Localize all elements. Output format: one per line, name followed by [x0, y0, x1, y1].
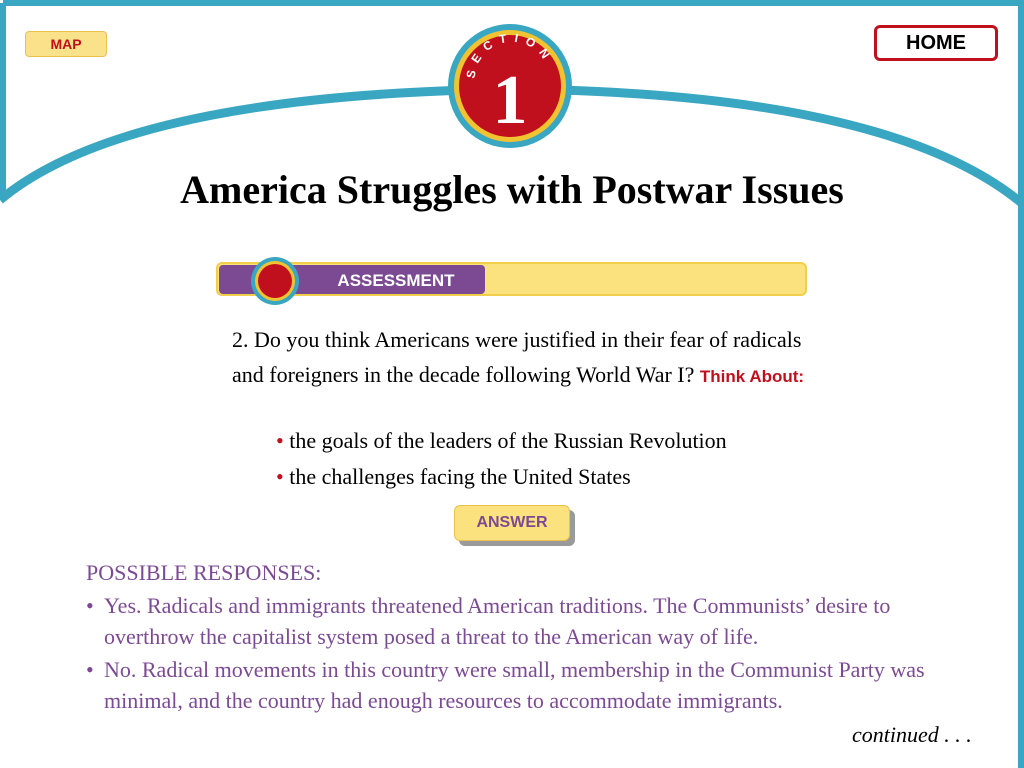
- response-item: [86, 654, 986, 716]
- think-about-label: Think About:: [699, 367, 805, 386]
- responses-heading: POSSIBLE RESPONSES:: [86, 560, 322, 585]
- home-button[interactable]: HOME: [874, 25, 998, 61]
- answer-button[interactable]: ANSWER: [454, 505, 570, 541]
- answer-button-wrap: [454, 505, 578, 547]
- bullet-icon: •: [86, 593, 94, 618]
- bullet-icon: •: [276, 428, 284, 453]
- response-item-text: Yes. Radicals and immigrants threatened American traditions. The Communists’ desire to overthrow the capitalist system posed a threat to the American way of life.: [104, 593, 891, 649]
- continued-link[interactable]: continued . . .: [852, 722, 972, 747]
- map-button[interactable]: MAP: [25, 31, 107, 57]
- section-word-text: SECTION: [463, 30, 557, 80]
- response-item-text: No. Radical movements in this country were small, membership in the Communist Party was minimal, and the country had enough resources to accommodate immigrants.: [104, 657, 925, 713]
- assessment-label: ASSESSMENT: [337, 271, 455, 290]
- section-badge: [445, 21, 575, 151]
- bullet-icon: •: [276, 464, 284, 489]
- section-number: 1: [492, 62, 528, 139]
- think-about-list: [276, 423, 896, 495]
- question-text: 2. Do you think Americans were justified in their fear of radicals and foreigners in the decade following World War I?: [232, 327, 802, 387]
- think-about-item-text: the goals of the leaders of the Russian Revolution: [289, 428, 727, 453]
- question: [232, 322, 832, 394]
- think-about-item: [276, 423, 896, 459]
- response-item: [86, 590, 986, 652]
- bullet-icon: •: [86, 657, 94, 682]
- think-about-item: [276, 459, 896, 495]
- page-title: America Struggles with Postwar Issues: [180, 167, 844, 212]
- possible-responses: [86, 557, 986, 716]
- assessment-dot-icon: [250, 256, 300, 306]
- think-about-item-text: the challenges facing the United States: [289, 464, 631, 489]
